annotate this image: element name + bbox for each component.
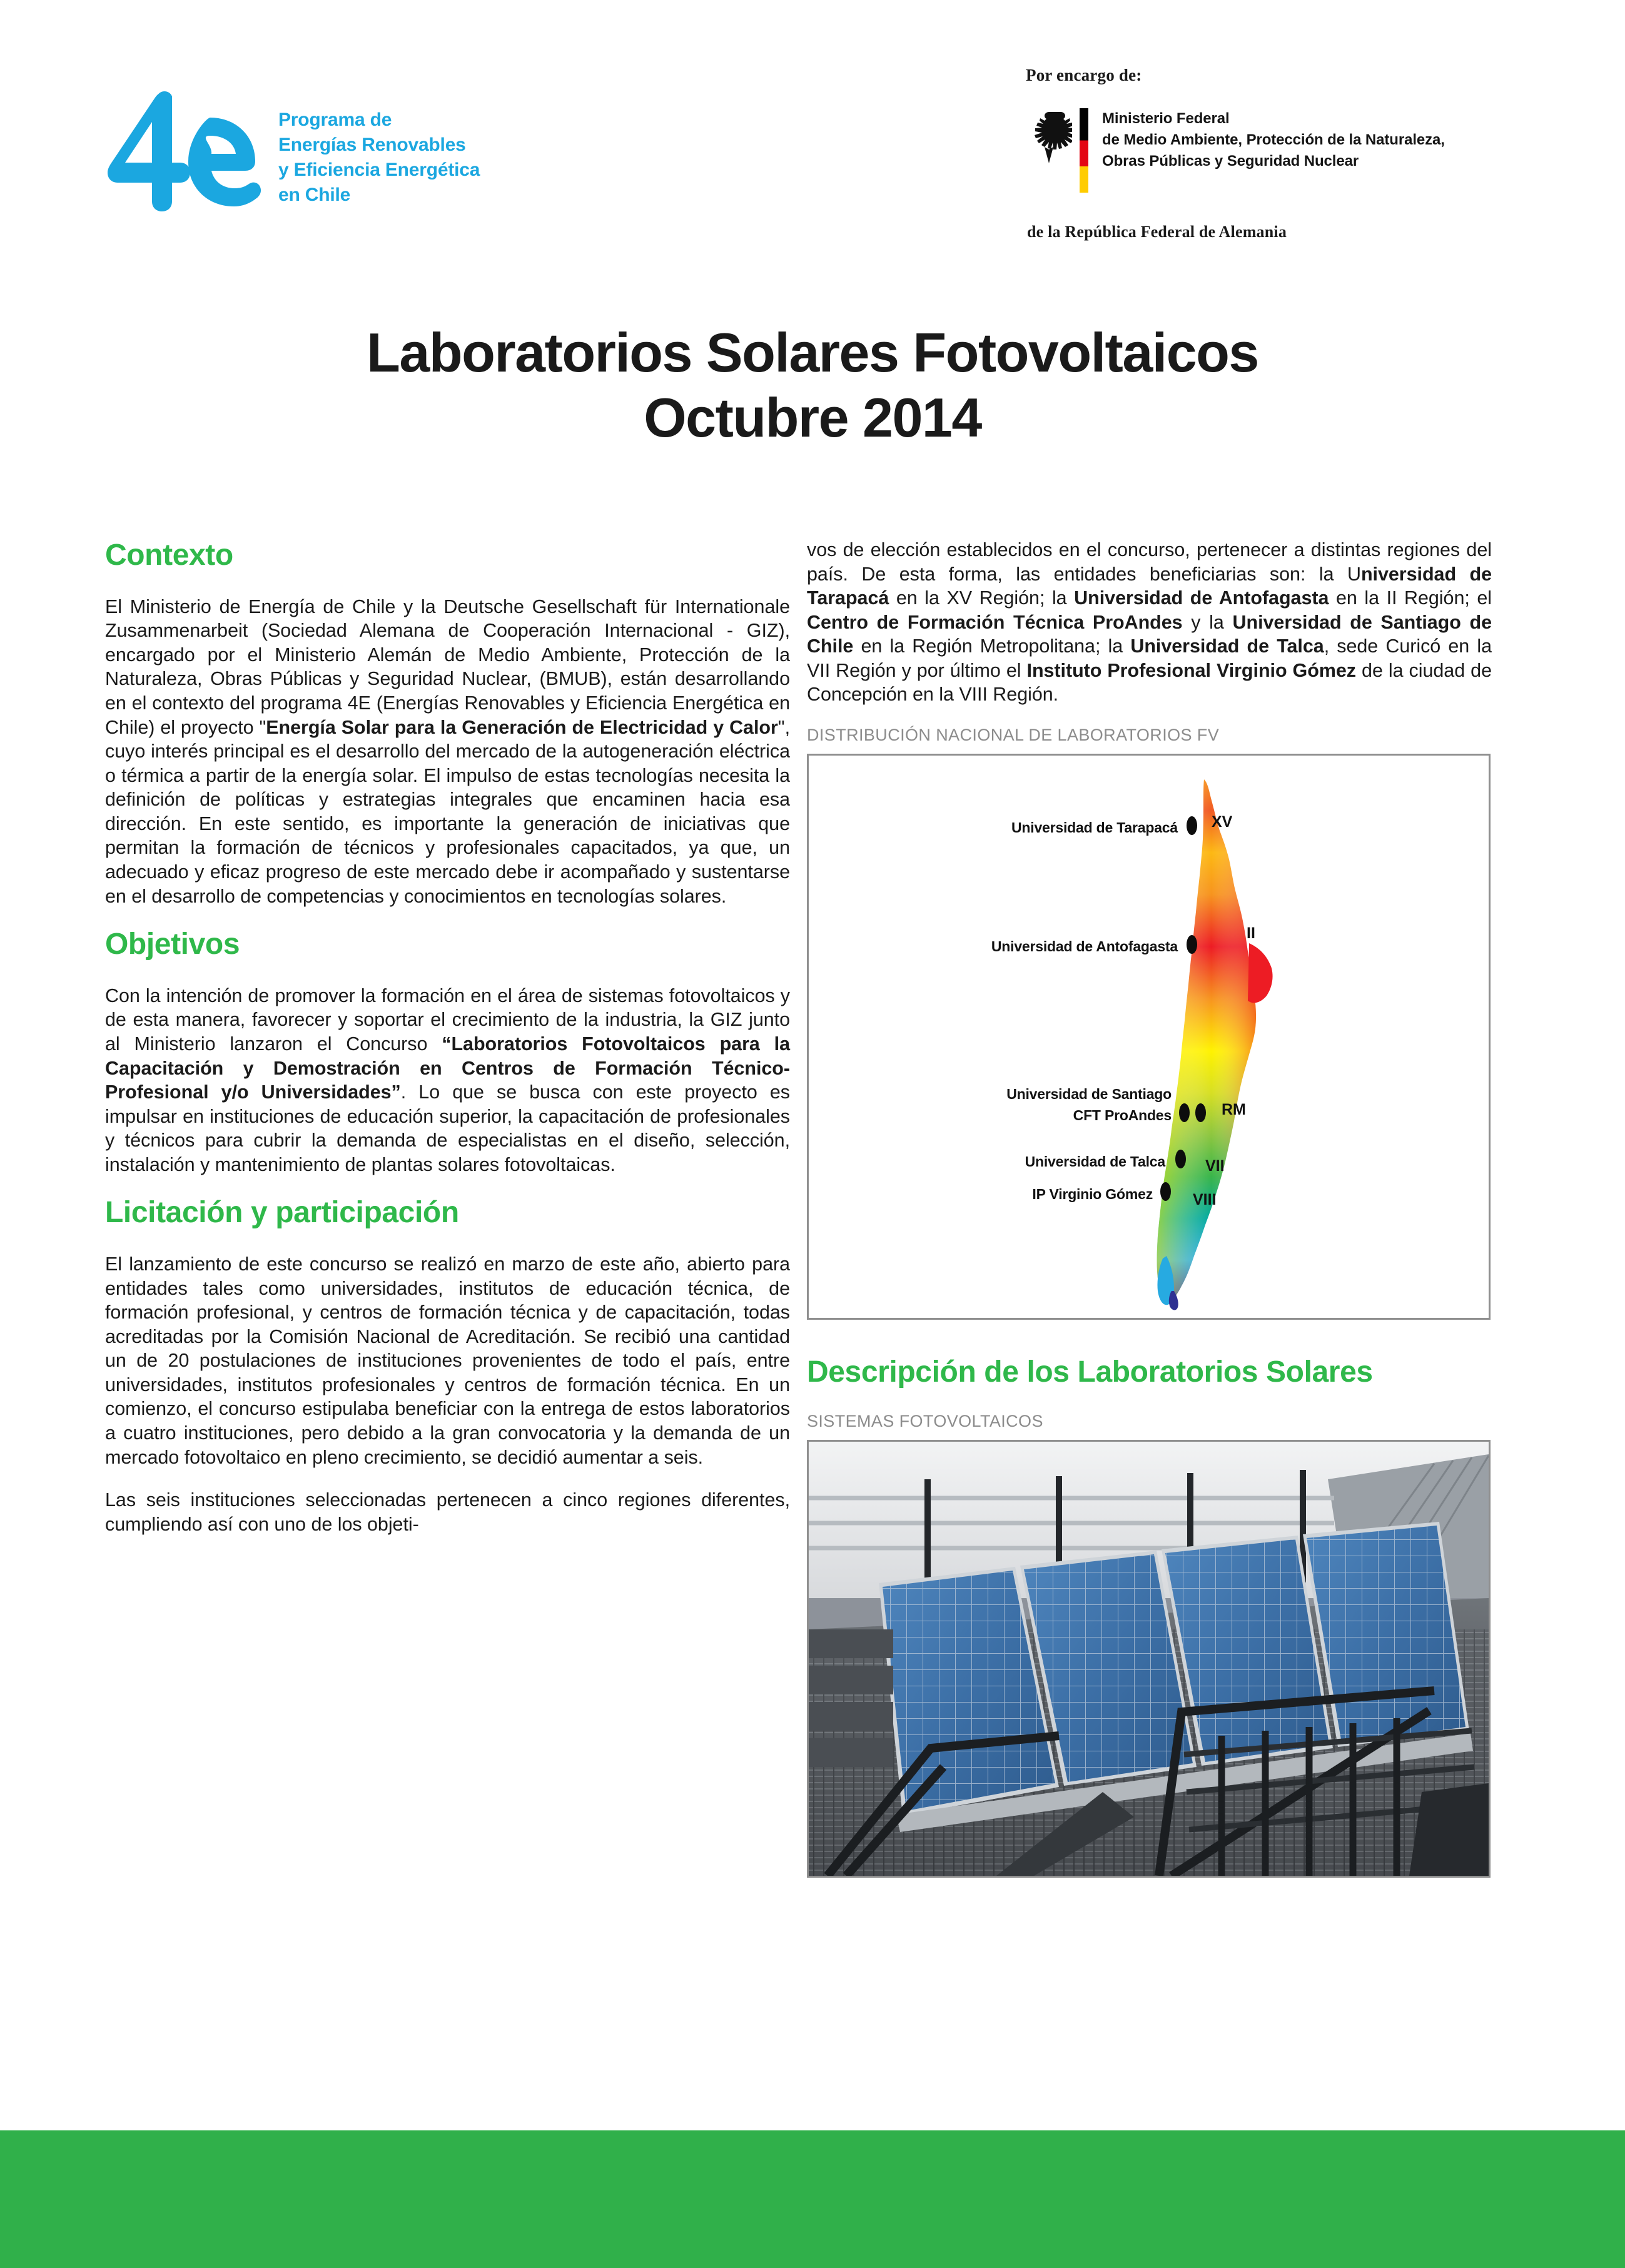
german-eagle-icon: [1026, 109, 1072, 165]
footer-green-bar: [0, 2130, 1625, 2268]
map-label-proandes: CFT ProAndes: [1073, 1107, 1172, 1124]
paragraph-contexto: El Ministerio de Energía de Chile y la Deutsche Gesellschaft für Internationale Zusammenarbeit (Sociedad Alemana de Cooperación Internacional - GIZ), encargado por el Ministerio Alemán de Medio Ambiente, Protección de la Naturaleza, Obras Públicas y Seguridad Nuclear, (BMUB), están desarrollando en el contexto del programa 4E (Energías Renovables y Eficiencia Energética en Chile) el proyecto "Energía Solar para la Generación de Electricidad y Calor", cuyo interés principal es el desarrollo del mercado de la autogeneración eléctrica o térmica a partir de la energía solar. El impulso de estas tecnologías necesita la definición de políticas y estrategias integrales que encaminen hacia esa dirección. En este sentido, es importante la generación de iniciativas que permitan la formación de técnicos y profesionales capacitados, ya que, un adecuado y eficaz progreso de este mercado debe ir acompañado y sustentarse en el desarrollo de competencias y conocimientos en tecnologías solares.: [105, 595, 790, 907]
ministry-line-3: Obras Públicas y Seguridad Nuclear: [1102, 153, 1359, 170]
ministry-line-2: de Medio Ambiente, Protección de la Naturaleza,: [1102, 131, 1445, 149]
logo-line-1: Programa de: [278, 109, 392, 130]
right-column: [807, 538, 1492, 1878]
map-dot-tarapaca: [1187, 816, 1197, 835]
ministry-name: [1102, 108, 1445, 172]
title-line-2: Octubre 2014: [644, 386, 981, 448]
paragraph-right-continuation: vos de elección establecidos en el concurso, pertenecer a distintas regiones del país. De esta forma, las entidades beneficiarias son: la Universidad de Tarapacá en la XV Región; la Universidad de Antofagasta en la II Región; el Centro de Formación Técnica ProAndes y la Universidad de Santiago de Chile en la Región Metropolitana; la Universidad de Talca, sede Curicó en la VII Región y por último el Instituto Profesional Virginio Gómez de la ciudad de Concepción en la VIII Región.: [807, 539, 1492, 706]
logo-4e-icon: [106, 88, 263, 213]
map-region-xv: XV: [1212, 813, 1233, 831]
page-title: [0, 320, 1625, 450]
map-label-virginio-gomez: IP Virginio Gómez: [1032, 1186, 1153, 1203]
map-region-vii: VII: [1205, 1157, 1225, 1175]
por-encargo-label: Por encargo de:: [1026, 66, 1142, 84]
map-region-rm: RM: [1222, 1101, 1246, 1119]
program-logo: [106, 88, 582, 213]
heading-descripcion: Descripción de los Laboratorios Solares: [807, 1355, 1373, 1389]
program-logo-text: [278, 108, 480, 208]
map-region-ii: II: [1247, 924, 1255, 943]
map-figure: [807, 754, 1491, 1320]
logo-line-3: y Eficiencia Energética: [278, 159, 480, 180]
map-region-viii: VIII: [1193, 1191, 1217, 1209]
page-header: [0, 0, 1625, 294]
map-label-antofagasta: Universidad de Antofagasta: [991, 938, 1178, 955]
chile-map-icon: [809, 756, 1489, 1318]
map-label-usach: Universidad de Santiago: [1006, 1086, 1172, 1103]
logo-line-4: en Chile: [278, 184, 351, 205]
paragraph-licitacion-2: Las seis instituciones seleccionadas pertenecen a cinco regiones diferentes, cumpliendo así con uno de los objeti-: [105, 1489, 790, 1535]
german-flag-bar-icon: [1080, 108, 1088, 193]
title-line-1: Laboratorios Solares Fotovoltaicos: [367, 321, 1258, 383]
heading-objetivos: Objetivos: [105, 928, 240, 961]
heading-licitacion: Licitación y participación: [105, 1196, 459, 1230]
left-column: [105, 538, 790, 1536]
map-figure-caption: DISTRIBUCIÓN NACIONAL DE LABORATORIOS FV: [807, 726, 1220, 745]
paragraph-licitacion-1: El lanzamiento de este concurso se realizó en marzo de este año, abierto para entidades tales como universidades, institutos de educación técnica, de formación profesional, y centros de formación técnica y de capacitación, todas acreditadas por la Comisión Nacional de Acreditación. Se recibió una cantidad un de 20 postulaciones de instituciones provenientes de todo el país, entre universidades, institutos profesionales y centros de formación técnica. En un comienzo, el concurso estipulaba beneficiar con la entrega de estos laboratorios a cuatro instituciones, pero debido a la gran convocatoria y la demanda de un mercado fotovoltaico en pleno crecimiento, se decidió aumentar a seis.: [105, 1253, 790, 1468]
map-dot-usach: [1179, 1103, 1190, 1122]
paragraph-objetivos: Con la intención de promover la formación en el área de sistemas fotovoltaicos y de esta manera, favorecer y soportar el crecimiento de la industria, la GIZ junto al Ministerio lanzaron el Concurso “Laboratorios Fotovoltaicos para la Capacitación y Demostración en Centros de Formación Técnico-Profesional y/o Universidades”. Lo que se busca con este proyecto es impulsar en instituciones de educación superior, la capacitación de profesionales y técnicos para cubrir la demanda de especialistas en el diseño, selección, instalación y mantenimiento de plantas solares fotovoltaicas.: [105, 985, 790, 1175]
map-dot-talca: [1175, 1150, 1186, 1168]
map-label-tarapaca: Universidad de Tarapacá: [1011, 819, 1178, 836]
map-dot-antofagasta: [1187, 935, 1197, 954]
ministry-line-1: Ministerio Federal: [1102, 110, 1230, 127]
heading-contexto: Contexto: [105, 539, 233, 572]
photo-figure-solar-panels: [807, 1440, 1491, 1878]
map-dot-proandes: [1195, 1103, 1206, 1122]
map-label-talca: Universidad de Talca: [1025, 1153, 1165, 1170]
bmub-commission-block: [1026, 66, 1589, 241]
map-dot-virginio-gomez: [1160, 1182, 1171, 1201]
republic-footer-label: de la República Federal de Alemania: [1027, 223, 1287, 241]
solar-installation-photo: [809, 1442, 1489, 1876]
photo-figure-caption: SISTEMAS FOTOVOLTAICOS: [807, 1411, 1043, 1430]
logo-line-2: Energías Renovables: [278, 134, 466, 155]
